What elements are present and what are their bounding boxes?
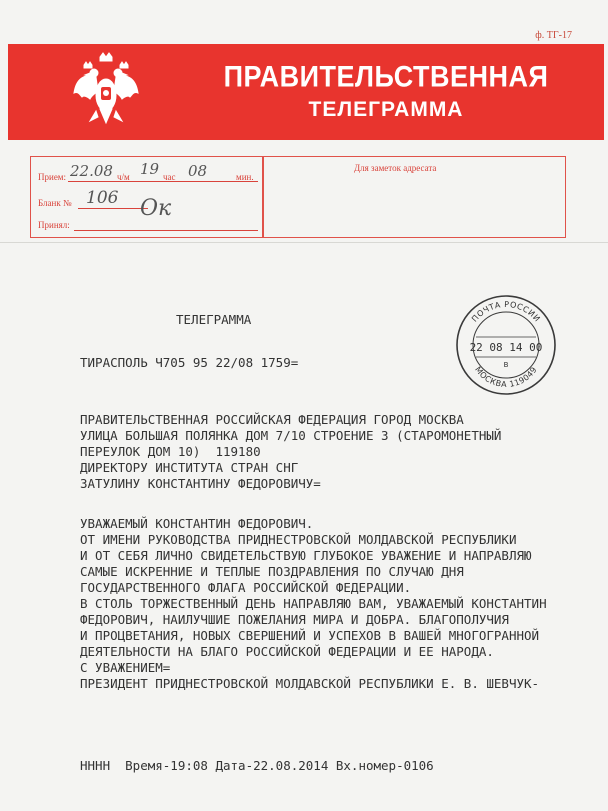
received-min-value: 08: [188, 162, 208, 180]
body-line: ПРЕЗИДЕНТ ПРИДНЕСТРОВСКОЙ МОЛДАВСКОЙ РЕСПУБЛИКИ Е. В. ШЕВЧУК-: [80, 676, 540, 691]
accepted-signature: Ок: [140, 196, 172, 221]
stamp-bottom-text: МОСКВА 119049: [473, 365, 539, 390]
header-title: ПРАВИТЕЛЬСТВЕННАЯ: [223, 60, 549, 94]
form-code: ф. ТГ-17: [535, 30, 572, 41]
stamp-date: 22 08 14 00: [469, 341, 543, 354]
body-line: ОТ ИМЕНИ РУКОВОДСТВА ПРИДНЕСТРОВСКОЙ МОЛДАВСКОЙ РЕСПУБЛИКИ: [80, 532, 517, 547]
body-line: С УВАЖЕНИЕМ=: [80, 660, 171, 675]
body-line: УВАЖАЕМЫЙ КОНСТАНТИН ФЕДОРОВИЧ.: [80, 516, 314, 531]
blank-label: Бланк №: [38, 198, 72, 208]
double-headed-eagle-icon: [70, 51, 142, 131]
address-line: УЛИЦА БОЛЬШАЯ ПОЛЯНКА ДОМ 7/10 СТРОЕНИЕ 3 (СТАРОМОНЕТНЫЙ: [80, 428, 502, 443]
blank-number-value: 106: [86, 188, 119, 208]
received-label: Прием:: [38, 172, 67, 182]
paper-fold: [0, 242, 608, 243]
body-line: И ОТ СЕБЯ ЛИЧНО СВИДЕТЕЛЬСТВУЮ ГЛУБОКОЕ УВАЖЕНИЕ И НАПРАВЛЯЮ: [80, 548, 532, 563]
received-day-value: 22.08: [70, 162, 113, 180]
address-line: ПРАВИТЕЛЬСТВЕННАЯ РОССИЙСКАЯ ФЕДЕРАЦИЯ ГОРОД МОСКВА: [80, 412, 464, 427]
hour-suffix: час: [163, 172, 176, 182]
body-line: И ПРОЦВЕТАНИЯ, НОВЫХ СВЕРШЕНИЙ И УСПЕХОВ В ВАШЕЙ МНОГОГРАННОЙ: [80, 628, 540, 643]
notes-label: Для заметок адресата: [354, 163, 437, 173]
day-suffix: ч/м: [117, 172, 130, 182]
address-line: ЗАТУЛИНУ КОНСТАНТИНУ ФЕДОРОВИЧУ=: [80, 476, 321, 491]
accepted-label: Принял:: [38, 220, 70, 230]
postal-stamp: [454, 293, 558, 397]
telegram-footer: НННН Время-19:08 Дата-22.08.2014 Вх.номер-0106: [80, 758, 434, 773]
stamp-letter: В: [503, 361, 509, 369]
blank-line: [78, 208, 148, 209]
stamp-top-text: ПОЧТА РОССИИ: [470, 299, 542, 324]
accepted-line: [74, 230, 258, 231]
body-line: ГОСУДАРСТВЕННОГО ФЛАГА РОССИЙСКОЙ ФЕДЕРАЦИИ.: [80, 580, 412, 595]
address-line: ПЕРЕУЛОК ДОМ 10) 119180: [80, 444, 261, 459]
address-line: ДИРЕКТОРУ ИНСТИТУТА СТРАН СНГ: [80, 460, 299, 475]
body-line: ДЕЯТЕЛЬНОСТИ НА БЛАГО РОССИЙСКОЙ ФЕДЕРАЦИИ И ЕЕ НАРОДА.: [80, 644, 494, 659]
body-line: ФЕДОРОВИЧ, НАИЛУЧШИЕ ПОЖЕЛАНИЯ МИРА И ДОБРА. БЛАГОПОЛУЧИЯ: [80, 612, 509, 627]
telegram-heading: ТЕЛЕГРАММА: [176, 312, 252, 327]
header-subtitle: ТЕЛЕГРАММА: [308, 98, 464, 121]
min-suffix: мин.: [236, 172, 254, 182]
telegram-origin: ТИРАСПОЛЬ Ч705 95 22/08 1759=: [80, 355, 299, 370]
body-line: В СТОЛЬ ТОРЖЕСТВЕННЫЙ ДЕНЬ НАПРАВЛЯЮ ВАМ, УВАЖАЕМЫЙ КОНСТАНТИН: [80, 596, 547, 611]
body-line: САМЫЕ ИСКРЕННИЕ И ТЕПЛЫЕ ПОЗДРАВЛЕНИЯ ПО СЛУЧАЮ ДНЯ: [80, 564, 464, 579]
form-divider: [262, 156, 264, 238]
received-hour-value: 19: [140, 160, 160, 178]
